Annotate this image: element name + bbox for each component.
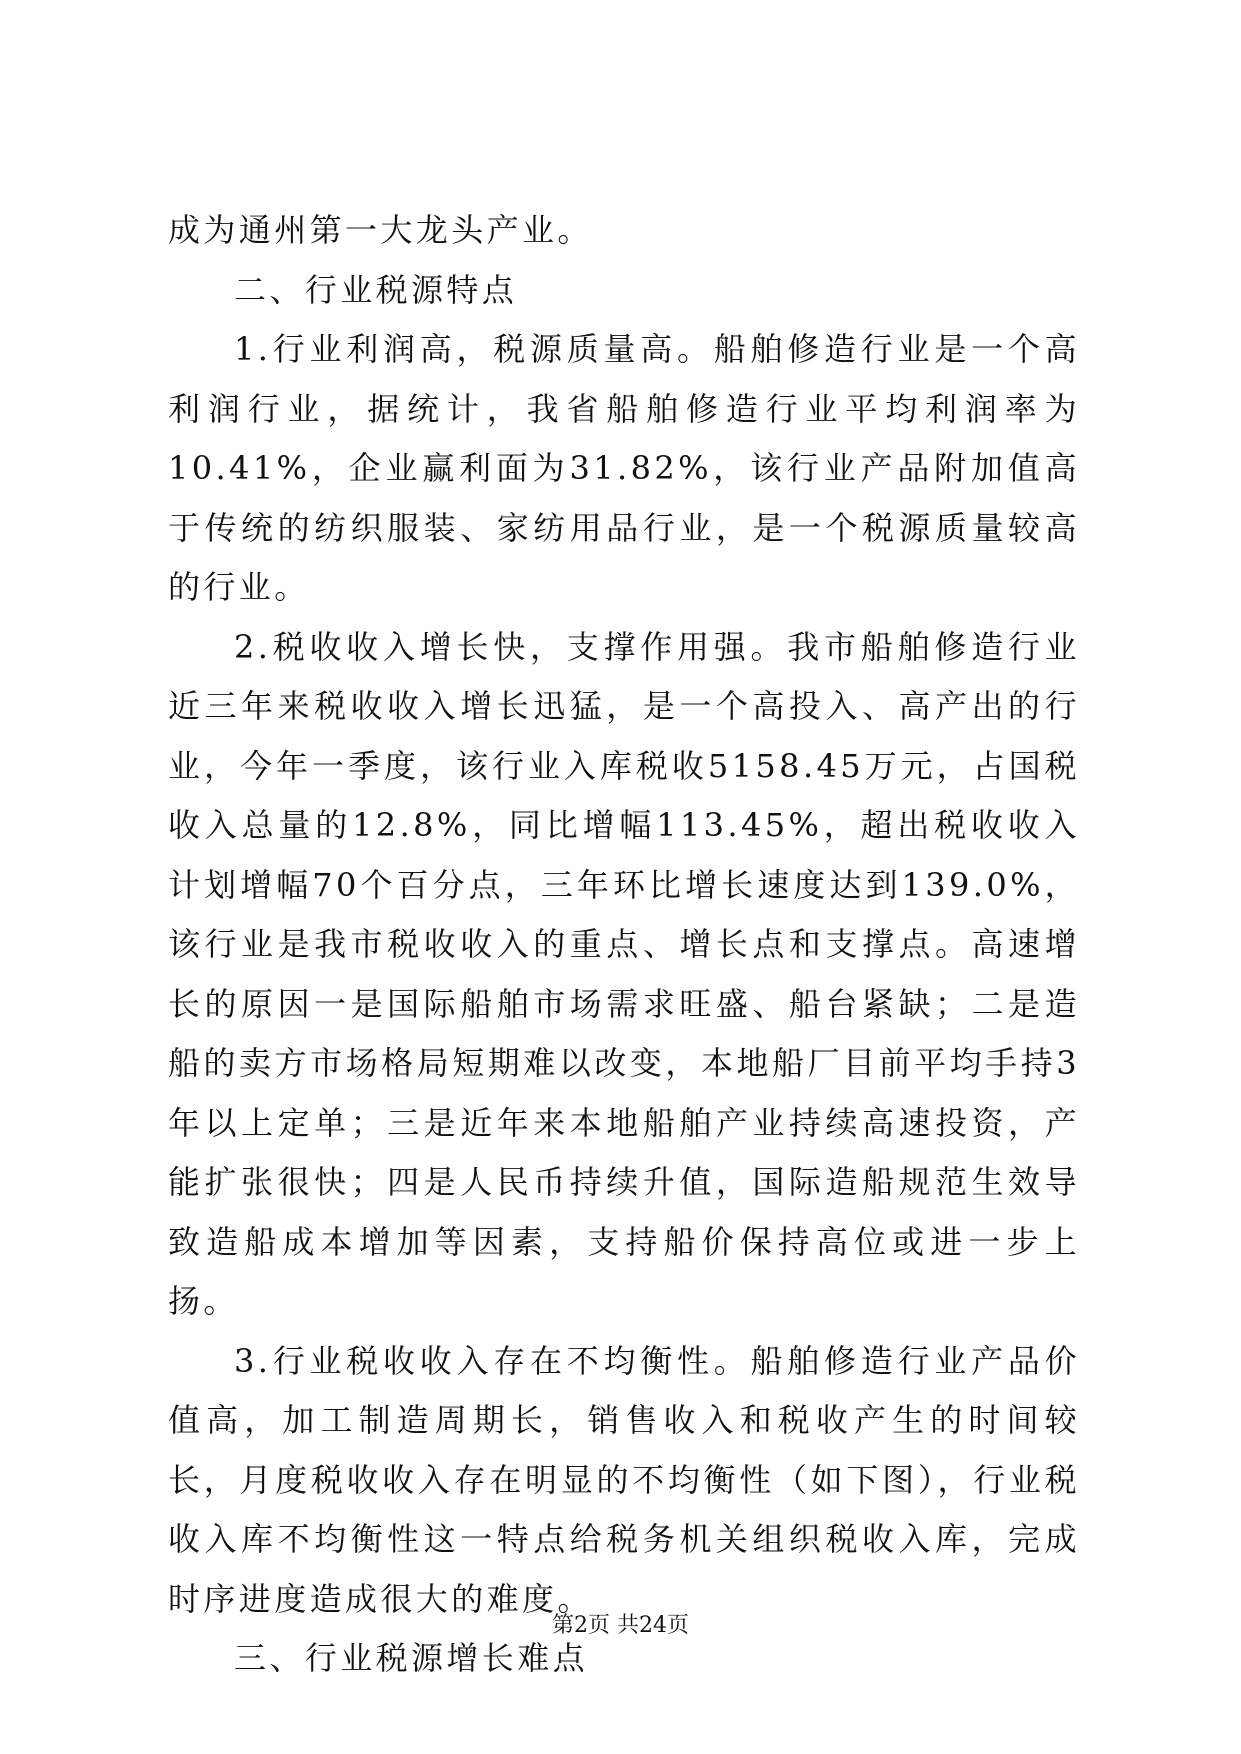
paragraph-1: 成为通州第一大龙头产业。 [168,211,593,249]
page-number-footer: 第2页 共24页 [552,1613,689,1638]
paragraph-imbalance: 3.行业税收收入存在不均衡性。船舶修造行业产品价值高，加工制造周期长，销售收入和税收产生的时间较长，月度税收收入存在明显的不均衡性（如下图），行业税收入库不均衡性这一特点给税务机关组织税收入库，完成时序进度造成很大的难度。 [168,1341,1080,1618]
section-heading-2: 二、行业税源特点 [234,270,518,309]
paragraph-profit: 1.行业利润高，税源质量高。船舶修造行业是一个高利润行业，据统计，我省船舶修造行业平均利润率为10.41%，企业赢利面为31.82%，该行业产品附加值高于传统的纺织服装、家纺用品行业，是一个税源质量较高的行业。 [168,330,1080,606]
paragraph-tax-growth: 2.税收收入增长快，支撑作用强。我市船舶修造行业近三年来税收收入增长迅猛，是一个高投入、高产出的行业，今年一季度，该行业入库税收5158.45万元，占国税收入总量的12.8%，同比增幅113.45%，超出税收收入计划增幅70个百分点，三年环比增长速度达到139.0%，该行业是我市税收收入的重点、增长点和支撑点。高速增长的原因一是国际船舶市场需求旺盛、船台紧缺；二是造船的卖方市场格局短期难以改变，本地船厂目前平均手持3年以上定单；三是近年来本地船舶产业持续高速投资，产能扩张很快；四是人民币持续升值，国际造船规范生效导致造船成本增加等因素，支持船价保持高位或进一步上扬。 [168,627,1080,1320]
document-body [168,201,1080,1689]
section-heading-3: 三、行业税源增长难点 [234,1639,589,1677]
